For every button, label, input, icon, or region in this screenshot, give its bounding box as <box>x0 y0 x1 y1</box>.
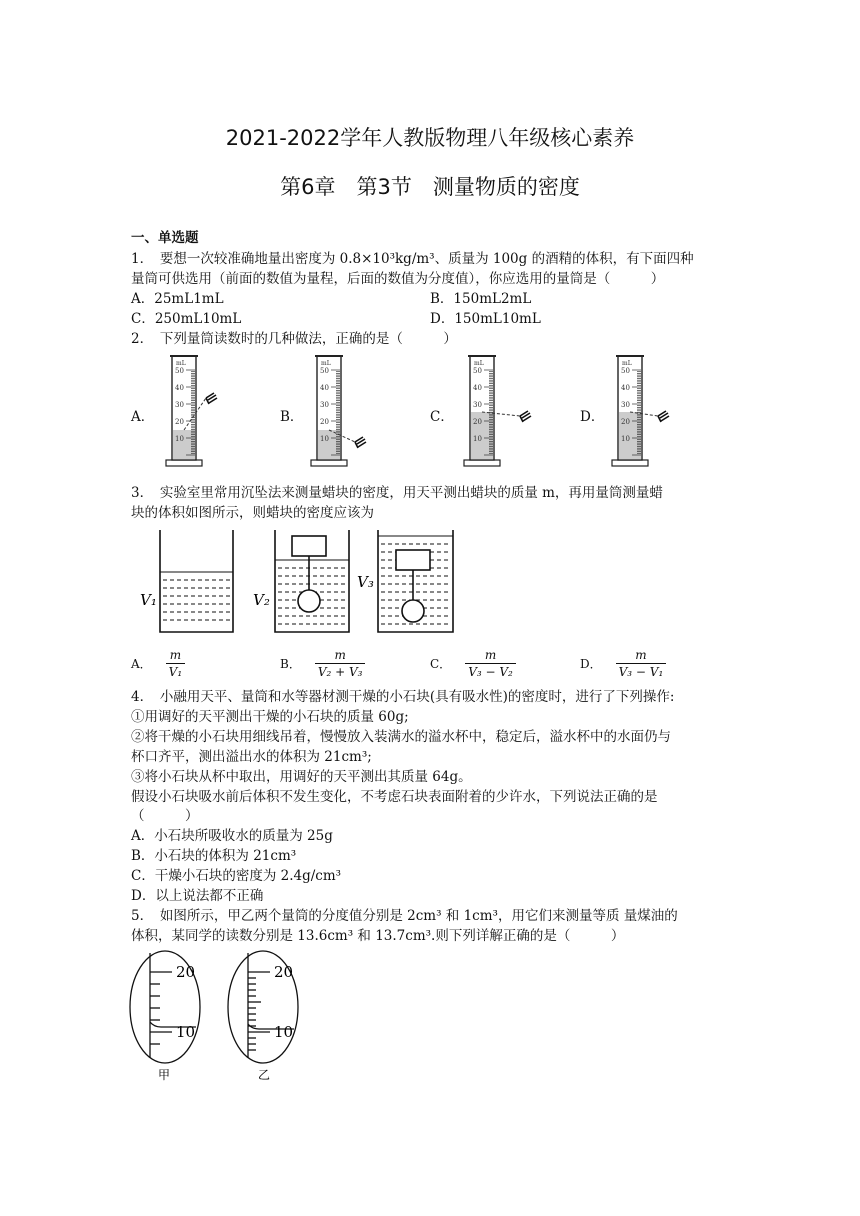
eye-icon <box>658 411 669 422</box>
page-title: 2021-2022学年人教版物理八年级核心素养 <box>225 126 635 150</box>
cylinder-tick-label: 40 <box>473 384 482 392</box>
jia-scale-10: 10 <box>176 1023 196 1041</box>
cylinder-tick-label: 40 <box>320 384 329 392</box>
cylinder-figure-d <box>606 352 686 476</box>
jia-scale-20: 20 <box>176 963 196 981</box>
q2-label-b: B． <box>280 409 304 425</box>
cylinder-tick-label: 30 <box>175 401 184 409</box>
cylinder-tick-label: 40 <box>621 384 630 392</box>
cylinder-figure-c <box>458 352 538 476</box>
q3-option-c <box>430 648 516 679</box>
q4-option-b: B．小石块的体积为 21cm³ <box>131 848 297 864</box>
svg-text:mL: mL <box>176 360 186 367</box>
beaker-figure <box>135 527 455 639</box>
cylinder-figure-a <box>160 352 230 476</box>
q3-option-b <box>280 648 365 679</box>
q3-a-numerator: m <box>169 648 182 662</box>
q1-line2: 量筒可供选用（前面的数值为量程，后面的数值为分度值），你应选用的量筒是（ ） <box>131 271 665 287</box>
jia-label: 甲 <box>158 1068 171 1082</box>
q3-option-d <box>580 648 666 679</box>
q1-option-a: A．25mL1mL <box>131 291 224 307</box>
q4-option-c: C．干燥小石块的密度为 2.4g/cm³ <box>131 868 342 884</box>
q4-line5: ③将小石块从杯中取出，用调好的天平测出其质量 64g。 <box>131 769 472 785</box>
measuring-cylinder-closeups <box>128 948 328 1086</box>
cylinder-tick-label: 30 <box>473 401 482 409</box>
q3-option-d-label: D． <box>580 657 602 671</box>
q1-option-c: C．250mL10mL <box>131 311 242 327</box>
svg-text:mL: mL <box>321 360 331 367</box>
svg-text:mL: mL <box>474 360 484 367</box>
cylinder-tick-label: 30 <box>320 401 329 409</box>
q2-line1: 2． 下列量筒读数时的几种做法，正确的是（ ） <box>131 331 457 347</box>
cylinder-figure-b <box>305 352 375 476</box>
q3-c-denominator: V₃ − V₂ <box>465 663 516 679</box>
q1-option-b: B．150mL2mL <box>430 291 532 307</box>
eye-icon <box>355 437 366 448</box>
q4-option-d: D．以上说法都不正确 <box>131 888 264 904</box>
q3-line1: 3． 实验室里常用沉坠法来测量蜡块的密度，用天平测出蜡块的质量 m，再用量筒测量蜡 <box>131 485 663 501</box>
q1-line1: 1． 要想一次较准确地量出密度为 0.8×10³kg/m³、质量为 100g 的酒精的体积，有下面四种 <box>131 251 694 267</box>
cylinder-tick-label: 50 <box>320 367 329 375</box>
page-subtitle: 第6章 第3节 测量物质的密度 <box>280 175 580 199</box>
cylinder-tick-label: 30 <box>621 401 630 409</box>
q3-line2: 块的体积如图所示，则蜡块的密度应该为 <box>131 505 374 521</box>
q4-line7: （ ） <box>131 808 199 824</box>
yi-scale-10: 10 <box>274 1023 294 1041</box>
cylinder-tick-label: 20 <box>320 418 329 426</box>
v2-label: V₂ <box>253 591 270 609</box>
q4-line6: 假设小石块吸水前后体积不发生变化，不考虑石块表面附着的少许水，下列说法正确的是 <box>131 789 658 805</box>
eye-icon <box>520 411 531 422</box>
eye-icon <box>206 393 217 404</box>
q3-b-denominator: V₂ + V₃ <box>315 663 366 679</box>
cylinder-tick-label: 40 <box>175 384 184 392</box>
q4-line4: 杯口齐平，测出溢出水的体积为 21cm³; <box>131 749 372 765</box>
cylinder-tick-label: 10 <box>320 435 329 443</box>
q3-d-numerator: m <box>635 648 647 662</box>
q5-line1: 5． 如图所示，甲乙两个量筒的分度值分别是 2cm³ 和 1cm³，用它们来测量等质 量煤油的 <box>131 908 678 924</box>
cylinder-tick-label: 10 <box>621 435 630 443</box>
section-heading: 一、单选题 <box>131 230 199 246</box>
q3-option-a-label: A． <box>131 657 152 671</box>
q3-option-a <box>131 648 185 679</box>
cylinder-tick-label: 20 <box>175 418 184 426</box>
q4-line3: ②将干燥的小石块用细线吊着，慢慢放入装满水的溢水杯中，稳定后，溢水杯中的水面仍与 <box>131 729 671 745</box>
cylinder-tick-label: 50 <box>621 367 630 375</box>
q2-label-a: A． <box>131 409 155 425</box>
cylinder-tick-label: 20 <box>621 418 630 426</box>
q3-option-c-label: C． <box>430 657 452 671</box>
cylinder-tick-label: 50 <box>473 367 482 375</box>
water-lines-1 <box>160 572 233 620</box>
v1-label: V₁ <box>140 591 157 609</box>
q3-a-denominator: V₁ <box>166 663 185 679</box>
yi-scale-20: 20 <box>274 963 294 981</box>
cylinder-tick-label: 50 <box>175 367 184 375</box>
cylinder-tick-label: 10 <box>473 435 482 443</box>
q4-line2: ①用调好的天平测出干燥的小石块的质量 60g; <box>131 709 409 725</box>
cylinder-tick-label: 10 <box>175 435 184 443</box>
svg-text:mL: mL <box>622 360 632 367</box>
q2-label-d: D． <box>580 409 605 425</box>
q3-b-numerator: m <box>334 648 346 662</box>
q5-line2: 体积，某同学的读数分别是 13.6cm³ 和 13.7cm³.则下列详解正确的是（ ） <box>131 928 625 944</box>
q3-option-b-label: B． <box>280 657 301 671</box>
q4-option-a: A．小石块所吸收水的质量为 25g <box>131 828 333 844</box>
cylinder-tick-label: 20 <box>473 418 482 426</box>
q3-c-numerator: m <box>484 648 497 662</box>
q3-d-denominator: V₃ − V₁ <box>616 663 667 679</box>
q2-label-c: C． <box>430 409 454 425</box>
q1-option-d: D．150mL10mL <box>430 311 541 327</box>
yi-label: 乙 <box>258 1068 271 1082</box>
q4-line1: 4． 小融用天平、量筒和水等器材测干燥的小石块(具有吸水性)的密度时，进行了下列操作: <box>131 689 675 705</box>
v3-label: V₃ <box>357 573 374 591</box>
